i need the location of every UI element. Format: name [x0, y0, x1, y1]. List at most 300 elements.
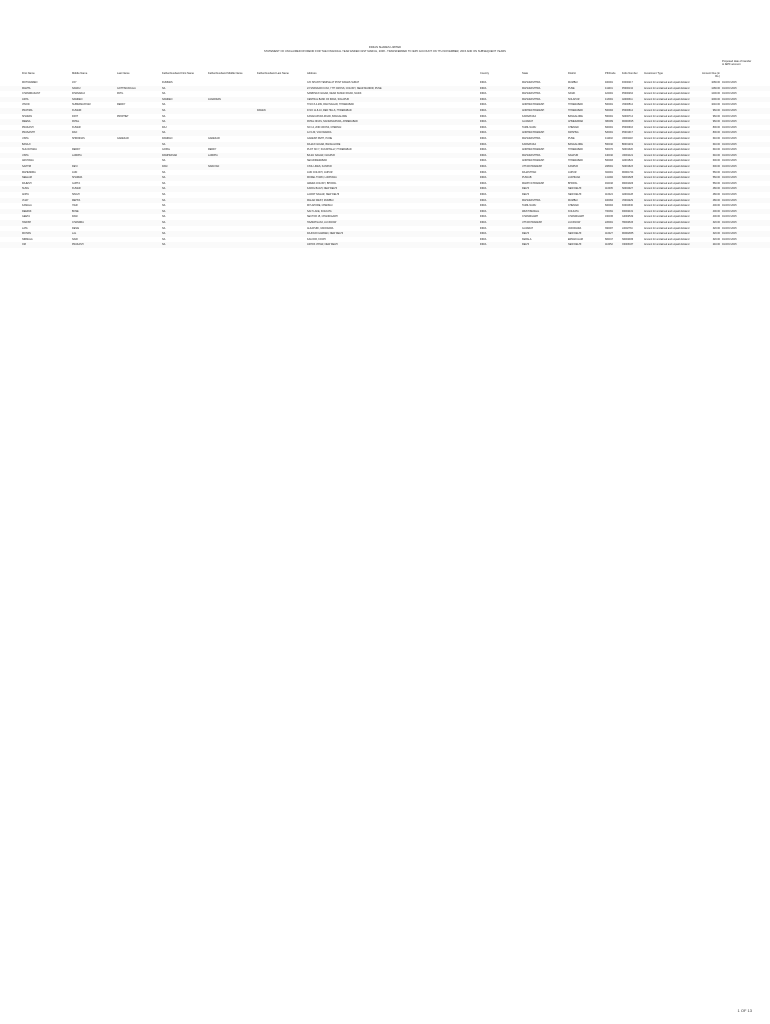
column-header: State [522, 72, 529, 75]
table-cell: A0002128 [622, 193, 633, 196]
table-cell: ARERA COLONY, BHOPAL [307, 181, 337, 185]
column-header-row [0, 60, 770, 80]
table-cell: INDIA [480, 198, 487, 202]
table-cell: R0001926 [622, 181, 634, 185]
table-cell: 560.00 [712, 170, 720, 174]
table-cell: 04-NOV-2015 [722, 198, 737, 202]
table-cell: D0002431 [622, 209, 634, 213]
table-cell: 400001 [605, 81, 613, 84]
table-cell: 1080.00 [711, 81, 720, 84]
column-header: Father/Husband First Name [162, 72, 195, 75]
table-cell: P0001017 [622, 131, 633, 135]
table-cell: BHOPAL [568, 181, 578, 185]
table-cell: Amount for unclaimed and unpaid dividend [644, 237, 690, 241]
table-cell: 110027 [605, 232, 613, 236]
table-cell: DUMMAS [162, 81, 173, 84]
table-cell: SHARAN [22, 114, 32, 118]
table-cell: Amount for unclaimed and unpaid dividend [644, 198, 690, 202]
table-cell: BOSE [72, 209, 79, 213]
table-cell: NA [162, 215, 166, 219]
table-cell: KUMARI [72, 109, 82, 112]
table-cell: SUNIL [22, 187, 30, 191]
table-cell: NAIR [72, 237, 78, 241]
table-cell: A0000311 [622, 97, 633, 101]
table-cell: MAHARASHTRA [522, 198, 541, 202]
table-cell: PRASANTH [22, 131, 36, 135]
table-cell: INDIA [480, 176, 487, 180]
table-cell: NA [162, 181, 166, 185]
table-cell: 04-NOV-2015 [722, 243, 737, 247]
table-cell: NA [162, 86, 166, 90]
table-cell: NEW DELHI [568, 187, 582, 191]
table-cell: Amount for unclaimed and unpaid dividend [644, 170, 690, 174]
table-cell: INDIA [480, 226, 487, 230]
table-cell: LADDHA [208, 153, 218, 157]
table-cell: INDIA [480, 92, 487, 96]
table-cell: 04-NOV-2015 [722, 131, 737, 135]
table-cell: INDIA [480, 232, 487, 236]
table-cell: 640.00 [712, 137, 720, 140]
column-header: Middle Name [72, 72, 88, 75]
table-cell: NEW DELHI [568, 193, 582, 196]
table-cell: INDIA [480, 215, 487, 219]
table-cell: 462016 [605, 181, 613, 185]
table-cell: AHMEDABAD [568, 120, 584, 124]
table-cell: 400.00 [712, 215, 720, 219]
table-cell: 110005 [605, 187, 613, 191]
table-cell: 04-NOV-2015 [722, 165, 737, 168]
table-cell: CHENNAI [568, 125, 579, 129]
table-cell: SHARMA [72, 176, 83, 180]
table-cell: A0001522 [622, 159, 633, 163]
table-cell: DELHI [522, 187, 530, 191]
table-cell: INDIA [480, 221, 487, 224]
column-header: Father/Husband Last Name [257, 72, 289, 75]
table-cell: NAMDEO [72, 97, 83, 101]
table-cell: M0000815 [622, 120, 634, 124]
table-cell: LAL [72, 232, 77, 236]
table-cell: 04-NOV-2015 [722, 120, 737, 124]
table-cell: LAJPAT NAGAR, NEW DELHI [307, 193, 340, 196]
table-cell: K0002330 [622, 204, 633, 208]
table-cell: 800.00 [712, 131, 720, 135]
table-cell: 400064 [605, 198, 613, 202]
table-cell: DHANARAJ [72, 92, 85, 96]
table-cell: INDIA [480, 142, 487, 146]
table-cell: MAHARASHTRA [522, 153, 541, 157]
table-cell: 208001 [605, 165, 613, 168]
table-cell: HYDERABAD [568, 109, 583, 112]
table-cell: HAZRATGANJ, LUCKNOW [307, 221, 337, 224]
table-cell: PRAKASH [22, 125, 34, 129]
table-cell: DELHI [522, 243, 530, 247]
table-cell: NA [162, 232, 166, 236]
table-cell: PATIL [117, 92, 124, 96]
table-cell: S0000714 [622, 114, 633, 118]
table-cell: RANI [72, 215, 78, 219]
table-cell: RAO [72, 131, 78, 135]
table-cell: DEEPAK [22, 209, 32, 213]
table-cell: INDIA [480, 97, 487, 101]
table-cell: 390007 [605, 226, 613, 230]
table-cell: NA [162, 226, 166, 230]
table-cell: Amount for unclaimed and unpaid dividend [644, 221, 690, 224]
table-cell: DIXIT [72, 114, 79, 118]
table-cell: V0000512 [622, 103, 633, 107]
table-cell: SINGH [72, 193, 80, 196]
table-cell: INDIA [480, 125, 487, 129]
table-cell: NA [162, 170, 166, 174]
table-cell: 04-NOV-2015 [722, 232, 737, 236]
table-cell: 500003 [605, 159, 613, 163]
table-cell: PRATIMA [22, 109, 33, 112]
table-cell: IYER [72, 204, 78, 208]
table-cell: 04-NOV-2015 [722, 215, 737, 219]
table-cell: SECTOR 15, CHANDIGARH [307, 215, 338, 219]
table-cell: S0001623 [622, 165, 633, 168]
table-cell: 04-NOV-2015 [722, 103, 737, 107]
table-cell: MUMBAI [568, 198, 578, 202]
table-cell: HYDERABAD [568, 159, 583, 163]
table-cell: 640.00 [712, 142, 720, 146]
table-cell: C/O SHANTI TEMPLE AT POST DAMAS SURAT [307, 81, 360, 84]
table-cell: SAMBHAJI NAGAR, NEAR SUMAN ROAD, NASIK [307, 92, 362, 96]
table-cell: MAHENDRA [22, 170, 36, 174]
table-cell: ANDHRA PRADESH [522, 109, 545, 112]
table-cell: Amount for unclaimed and unpaid dividend [644, 209, 690, 213]
table-cell: ALKAPURI, VADODARA [307, 226, 334, 230]
table-cell: P0000916 [622, 125, 633, 129]
table-cell: Amount for unclaimed and unpaid dividend [644, 97, 690, 101]
table-cell: 04-NOV-2015 [722, 81, 737, 84]
table-cell: Amount for unclaimed and unpaid dividend [644, 137, 690, 140]
table-cell: INDIA [480, 181, 487, 185]
table-cell: 110024 [605, 193, 613, 196]
table-cell: GANESH PETH, PUNE [307, 137, 333, 140]
column-header: Proposed date of transfer to IEPF account [722, 60, 752, 67]
table-cell: INDIA [480, 159, 487, 163]
table-cell: PATEL [72, 120, 80, 124]
table-cell: S0001320 [622, 148, 633, 152]
table-cell: P0000134 [622, 86, 633, 90]
table-cell: INDIA [480, 170, 487, 174]
table-cell: NEW DELHI [568, 232, 582, 236]
table-cell: TAMIL NADU [522, 204, 537, 208]
table-cell: NANDU [72, 86, 81, 90]
column-header: Folio Number [622, 72, 638, 75]
column-header: District [568, 72, 576, 75]
table-cell: WEST BENGAL [522, 209, 540, 213]
table-cell: 640.00 [712, 148, 720, 152]
table-cell: LADDHA [72, 153, 82, 157]
table-cell: Amount for unclaimed and unpaid dividend [644, 131, 690, 135]
table-cell: RAJ [162, 125, 167, 129]
table-cell: 600001 [605, 125, 613, 129]
table-cell: SOLAPUR [568, 97, 580, 101]
table-cell: NA [162, 114, 166, 118]
table-cell: D NO 11-8-10, RED HILLS, HYDERABAD [307, 109, 352, 112]
table-cell: 1200.00 [711, 92, 720, 96]
table-cell: INDIA [480, 137, 487, 140]
table-cell: 960.00 [712, 109, 720, 112]
table-cell: NA [162, 176, 166, 180]
table-cell: 04-NOV-2015 [722, 114, 737, 118]
table-cell: Amount for unclaimed and unpaid dividend [644, 114, 690, 118]
table-cell: 04-NOV-2015 [722, 193, 737, 196]
table-cell: N0001825 [622, 176, 634, 180]
table-cell: P0000612 [622, 109, 633, 112]
table-cell: MEHTA [72, 198, 81, 202]
table-cell: 320.00 [712, 232, 720, 236]
table-cell: Amount for unclaimed and unpaid dividend [644, 226, 690, 230]
table-cell: 411001 [605, 86, 613, 90]
table-cell: 400.00 [712, 209, 720, 213]
column-header: Last Name [117, 72, 130, 75]
table-cell: KUMAR [72, 187, 81, 191]
table-cell: HARISH [22, 221, 32, 224]
table-cell: MOHAN [22, 232, 31, 236]
table-cell: DELHI [522, 232, 530, 236]
table-cell: NA [162, 209, 166, 213]
table-cell: MOTIAVABEN [22, 81, 38, 84]
table-cell: 302001 [605, 170, 613, 174]
table-cell: KAROL BAGH, NEW DELHI [307, 187, 338, 191]
table-cell: Amount for unclaimed and unpaid dividend [644, 181, 690, 185]
table-cell: NARAYAN [208, 165, 220, 168]
table-cell: DESAI [72, 226, 80, 230]
table-cell: KANAKAPURA ROAD, BANGALORE [307, 114, 347, 118]
table-cell: NEW DELHI [568, 243, 582, 247]
table-cell: INDIA [480, 237, 487, 241]
table-cell: SULOCHANA [22, 148, 37, 152]
table-cell: 400.00 [712, 204, 720, 208]
table-cell: 422001 [605, 92, 613, 96]
table-cell: KRISHNA [568, 131, 579, 135]
table-cell: 960.00 [712, 120, 720, 124]
table-cell: 500004 [605, 109, 613, 112]
table-cell: JAIPUR [568, 170, 577, 174]
table-cell: B0001219 [622, 142, 633, 146]
table-cell: Amount for unclaimed and unpaid dividend [644, 120, 690, 124]
table-cell: INDIA [480, 120, 487, 124]
table-cell: INDIA [480, 165, 487, 168]
column-header: PINCode [605, 72, 616, 75]
table-cell: HYDERABAD [568, 148, 583, 152]
table-cell: ARCHANA [22, 159, 34, 163]
table-cell: PROPHET [117, 114, 129, 118]
table-cell: LATA [22, 226, 28, 230]
table-cell: KARNATAKA [522, 114, 537, 118]
table-cell: BANGALORE [568, 114, 583, 118]
table-cell: INDIA [480, 86, 487, 90]
column-header: Father/Husband Middle Name [208, 72, 243, 75]
table-cell: M0001724 [622, 170, 634, 174]
table-cell: GUJARAT [522, 226, 533, 230]
table-cell: ANDHRA PRADESH [522, 131, 545, 135]
table-cell: NA [162, 198, 166, 202]
table-cell: MAHARASHTRA [522, 97, 541, 101]
table-cell: PATEL NIVAS, NAVRANGPURA, AHMEDABAD [307, 120, 358, 124]
table-cell: INDIA [480, 204, 487, 208]
table-cell: RAJOURI GARDEN, NEW DELHI [307, 232, 343, 236]
table-cell: 240.00 [712, 243, 720, 247]
table-cell: Amount for unclaimed and unpaid dividend [644, 232, 690, 236]
table-cell: USHA [22, 153, 29, 157]
table-cell: PUNE [568, 86, 575, 90]
column-header: Amount Due (in Rs.) [701, 72, 720, 79]
table-cell: 320.00 [712, 226, 720, 230]
table-cell: LUCKNOW [568, 221, 581, 224]
table-cell: PLOT NO 7, KUKATPALLY, HYDERABAD [307, 148, 352, 152]
table-cell: F0000217 [622, 81, 633, 84]
table-cell: RAMRAO [162, 137, 173, 140]
table-cell: JANARDAN [208, 97, 221, 101]
table-cell: KALOOR, KOCHI [307, 237, 326, 241]
page-number: 1 OF 13 [737, 1008, 752, 1013]
table-row [0, 242, 770, 248]
table-cell: 520001 [605, 131, 613, 135]
table-cell: 480.00 [712, 198, 720, 202]
table-cell: RAM [162, 165, 168, 168]
table-cell: BANGALORE [568, 142, 583, 146]
table-cell: NASIK [568, 92, 576, 96]
table-cell: CHANDIGARH [568, 215, 585, 219]
table-cell: ANDHRA PRADESH [522, 159, 545, 163]
table-cell: 560.00 [712, 176, 720, 180]
table-cell: RAJASTHAN [522, 170, 537, 174]
table-cell: VIJAY [22, 198, 29, 202]
table-cell: KERALA [522, 237, 532, 241]
table-cell: NA [162, 204, 166, 208]
table-cell: INDIA [480, 103, 487, 107]
table-cell: GEETA [22, 215, 30, 219]
table-cell: MAHARASHTRA [522, 86, 541, 90]
table-cell: 560010 [605, 142, 613, 146]
table-cell: 04-NOV-2015 [722, 170, 737, 174]
table-cell: Amount for unclaimed and unpaid dividend [644, 165, 690, 168]
table-cell: 04-NOV-2015 [722, 137, 737, 140]
table-cell: 04-NOV-2015 [722, 148, 737, 152]
table-cell: 600.00 [712, 159, 720, 163]
column-header: Investment Type [644, 72, 663, 75]
table-cell: INDIA [480, 153, 487, 157]
table-cell: BANAJI [22, 142, 31, 146]
table-cell: 04-NOV-2015 [722, 86, 737, 90]
table-cell: 04-NOV-2015 [722, 109, 737, 112]
table-cell: 413001 [605, 97, 613, 101]
table-cell: M0002835 [622, 232, 634, 236]
table-cell: U0001421 [622, 153, 634, 157]
table-cell: MAMTA [22, 86, 31, 90]
table-cell: ASHA [22, 97, 29, 101]
table-cell: NO 14, 2ND CROSS, CHENNAI [307, 125, 342, 129]
table-cell: 110052 [605, 243, 613, 247]
column-header: First Name [22, 72, 35, 75]
table-cell: Amount for unclaimed and unpaid dividend [644, 153, 690, 157]
table-cell: S0002027 [622, 187, 633, 191]
table-cell: Amount for unclaimed and unpaid dividend [644, 176, 690, 180]
table-cell: 960.00 [712, 114, 720, 118]
table-cell: VINOD [22, 103, 30, 107]
table-cell: 04-NOV-2015 [722, 181, 737, 185]
table-cell: 600004 [605, 204, 613, 208]
table-cell: ASHOK VIHAR, NEW DELHI [307, 243, 338, 247]
table-cell: CHANDIGARH [522, 215, 539, 219]
table-cell: Amount for unclaimed and unpaid dividend [644, 103, 690, 107]
company-title: INDIAN SHARES LIMITED [368, 46, 402, 49]
table-cell: 04-NOV-2015 [722, 204, 737, 208]
table-cell: 411002 [605, 137, 613, 140]
table-cell: 800.00 [712, 125, 720, 129]
table-cell: NA [162, 103, 166, 107]
table-cell: LUDHIANA [568, 176, 581, 180]
table-cell: NA [162, 221, 166, 224]
table-cell: USHA [22, 137, 29, 140]
table-cell: PRAKASH [72, 243, 84, 247]
table-cell: MEENA [22, 120, 31, 124]
table-cell: Amount for unclaimed and unpaid dividend [644, 92, 690, 96]
table-cell: GOTTIMUKKALA [117, 86, 136, 90]
table-cell: O0003037 [622, 243, 634, 247]
table-cell: INDIA [480, 243, 487, 247]
table-cell: 1090.00 [711, 97, 720, 101]
table-cell: 04-NOV-2015 [722, 187, 737, 191]
table-cell: NA [162, 142, 166, 146]
table-cell: 500001 [605, 103, 613, 107]
table-cell: Amount for unclaimed and unpaid dividend [644, 243, 690, 247]
table-cell: 12-5-30, VIJAYAWADA [307, 131, 332, 135]
table-cell: REDDY [117, 103, 126, 107]
table-cell: SHRINIVAS [72, 137, 85, 140]
table-cell: 04-NOV-2015 [722, 153, 737, 157]
table-cell: 1040.00 [711, 103, 720, 107]
table-cell: 141002 [605, 176, 613, 180]
table-cell: SAVITRI [22, 165, 32, 168]
table-cell: UTTAR PRADESH [522, 165, 543, 168]
table-cell: ANITA [22, 193, 29, 196]
table-cell: Amount for unclaimed and unpaid dividend [644, 215, 690, 219]
table-cell: 320.00 [712, 237, 720, 241]
table-cell: NA [162, 159, 166, 163]
table-cell: 04-NOV-2015 [722, 221, 737, 224]
table-cell: 226001 [605, 221, 613, 224]
table-cell: 04-NOV-2015 [722, 226, 737, 230]
table-cell: 04-NOV-2015 [722, 142, 737, 146]
column-header: Country [480, 72, 490, 75]
table-cell: BAJAJ NAGAR, NAGPUR [307, 153, 335, 157]
table-cell: MUMBAI [568, 81, 578, 84]
table-cell: REDDY [72, 148, 81, 152]
table-cell: MAHARASHTRA [522, 137, 541, 140]
table-cell: KOLKATA [568, 209, 579, 213]
table-cell: 04-NOV-2015 [722, 176, 737, 180]
table-cell: P0000264 [622, 92, 633, 96]
table-cell: 04-NOV-2015 [722, 125, 737, 129]
table-cell: Amount for unclaimed and unpaid dividend [644, 187, 690, 191]
table-cell: ANDHRA PRADESH [522, 103, 545, 107]
table-cell: VADODARA [568, 226, 582, 230]
table-cell: MODEL TOWN, LUDHIANA [307, 176, 337, 180]
table-cell: 04-NOV-2015 [722, 237, 737, 241]
table-cell: JAIN COLONY, JAIPUR [307, 170, 333, 174]
table-cell: MAHARASHTRA [522, 92, 541, 96]
table-cell: INDIA [480, 109, 487, 112]
table-cell: Amount for unclaimed and unpaid dividend [644, 86, 690, 90]
table-cell: 682017 [605, 237, 613, 241]
table-cell: 640.00 [712, 153, 720, 157]
table-cell: 1280.00 [711, 86, 720, 90]
table-cell: MYLAPORE, CHENNAI [307, 204, 333, 208]
